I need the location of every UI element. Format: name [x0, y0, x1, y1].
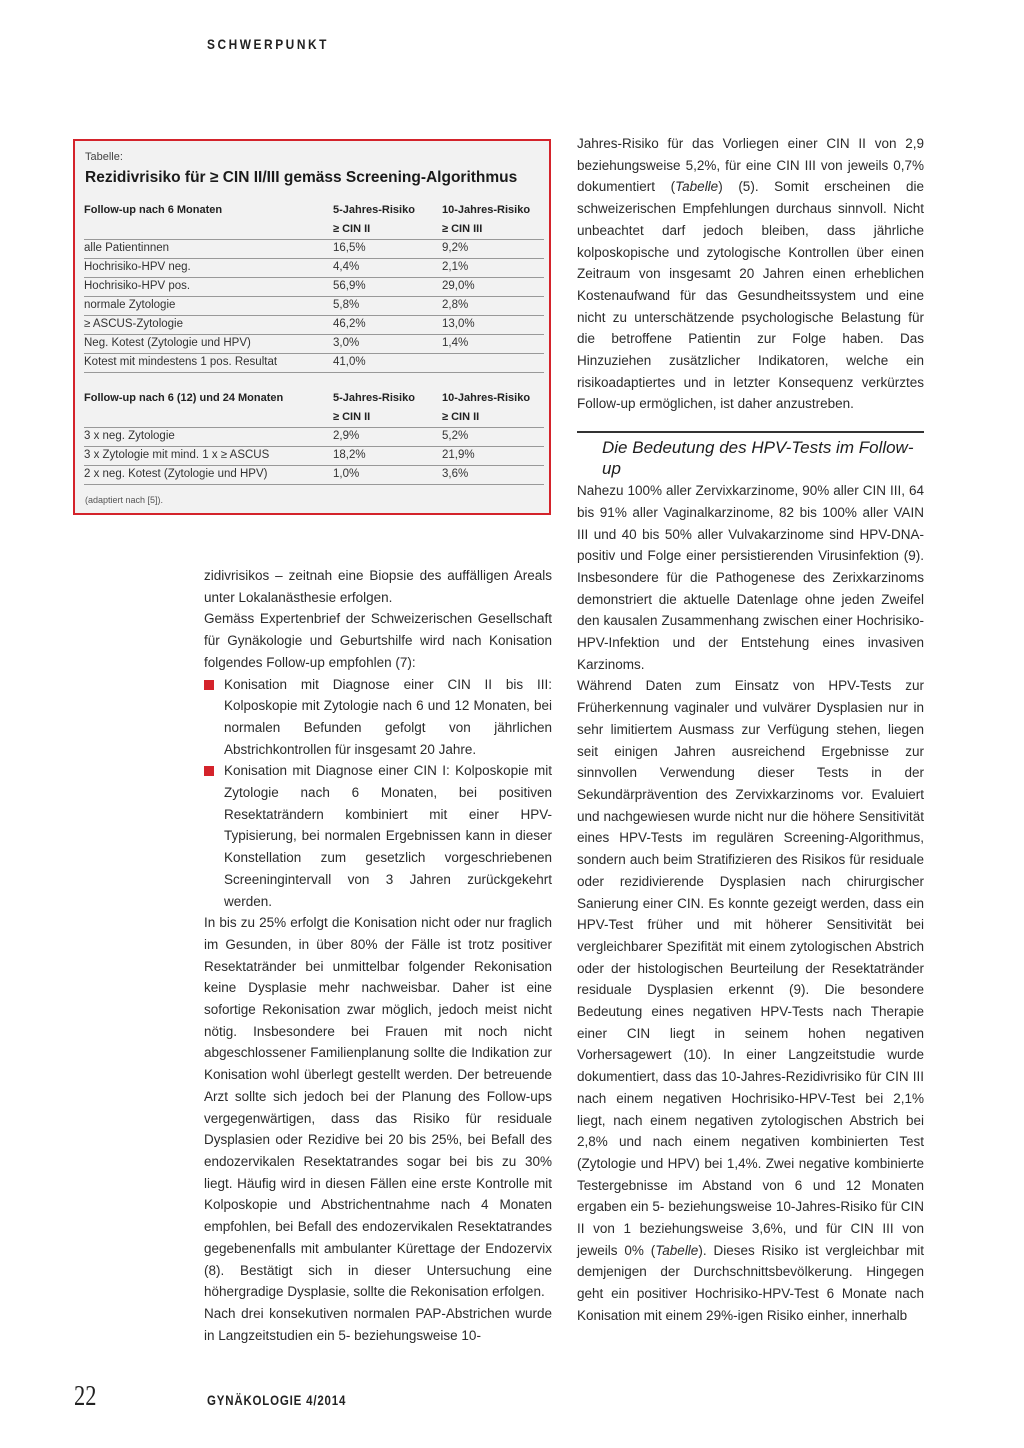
page-number: 22	[74, 1381, 97, 1412]
table-row: 3 x neg. Zytologie 2,9% 5,2%	[84, 427, 544, 447]
paragraph: Nahezu 100% aller Zervixkarzinome, 90% aller CIN III, 64 bis 91% aller Vaginalkarzinome, 82 bis 100% aller VAIN III und 40 bis 50% aller Vulvakarzinome sind HPV-DNA-positiv und Folge einer persistierenden Virusinfektion (9). Insbesondere für die Pathogenese des Zerixkarzinoms demonstriert die aktuelle Datenlage ohne jeden Zweifel den kausalen Zusammenhang zwischen einer Hochrisiko-HPV-Infektion und der Entstehung eines invasiven Karzinoms.	[577, 483, 924, 672]
table-subheader-row: ≥ CIN II ≥ CIN III	[84, 220, 544, 240]
table-row: Hochrisiko-HPV neg. 4,4% 2,1%	[84, 258, 544, 278]
section-rule	[577, 431, 924, 433]
table-header-row: Follow-up nach 6 (12) und 24 Monaten 5-Jahres-Risiko 10-Jahres-Risiko	[84, 392, 531, 404]
bullet-square-icon	[204, 680, 214, 690]
paragraph: Gemäss Expertenbrief der Schweizerischen Gesellschaft für Gynäkologie und Geburtshilfe wird nach Konisation folgendes Follow-up empfohlen (7):	[204, 611, 552, 670]
table-row: alle Patientinnen 16,5% 9,2%	[84, 239, 544, 259]
table-row: Hochrisiko-HPV pos. 56,9% 29,0%	[84, 277, 544, 297]
journal-footer: GYNÄKOLOGIE 4/2014	[207, 1392, 347, 1408]
table-row: ≥ ASCUS-Zytologie 46,2% 13,0%	[84, 315, 544, 335]
risk-table	[73, 139, 551, 515]
table-header-row: Follow-up nach 6 Monaten 5-Jahres-Risiko 10-Jahres-Risiko	[84, 204, 531, 216]
table-row: Neg. Kotest (Zytologie und HPV) 3,0% 1,4%	[84, 334, 544, 354]
bullet-item: Konisation mit Diagnose einer CIN I: Kolposkopie mit Zytologie nach 6 Monaten, bei positiven Resektaträndern kombiniert mit einer HPV-Typisierung, bei normalen Ergebnissen kann in dieser Konstellation zum gesetzlich vorgeschriebenen Screeningintervall von 3 Jahren zurückgekehrt werden.	[204, 760, 552, 912]
bullet-square-icon	[204, 766, 214, 776]
table-row: 2 x neg. Kotest (Zytologie und HPV) 1,0% 3,6%	[84, 465, 544, 485]
table-label: Tabelle:	[85, 151, 123, 163]
paragraph: Nach drei konsekutiven normalen PAP-Abstrichen wurde in Langzeitstudien ein 5- beziehungsweise 10-	[204, 1305, 552, 1343]
section-heading: Die Bedeutung des HPV-Tests im Follow-up	[602, 438, 914, 479]
bullet-item: Konisation mit Diagnose einer CIN II bis III: Kolposkopie mit Zytologie nach 6 und 12 Monaten, bei normalen Befunden gefolgt von jährlichen Abstrichkontrollen für insgesamt 20 Jahre.	[204, 674, 552, 761]
table-note: (adaptiert nach [5]).	[85, 495, 164, 505]
table-row: normale Zytologie 5,8% 2,8%	[84, 296, 544, 316]
paragraph: Während Daten zum Einsatz von HPV-Tests zur Früherkennung vaginaler und vulvärer Dysplasien nur in sehr limitiertem Ausmass zur Verfügung stehen, liegen seit einigen Jahren ausreichend Ergebnisse zur sinnvollen Verwendung dieser Tests in der Sekundärprävention des Zervixkarzinoms vor. Evaluiert und nachgewiesen wurde nicht nur die höhere Sensitivität eines HPV-Tests im regulären Screening-Algorithmus, sondern auch beim Stratifizieren des Risikos für residuale oder rezidivierende Dysplasien nach chirurgischer Sanierung einer CIN. Es konnte gezeigt werden, dass ein HPV-Test früher und mit höherer Sensitivität bei vergleichbarer Spezifität mit einem zytologischen Abstrich oder der histologischen Beurteilung der Resektatränder residuale Dysplasien erkennt (9). Die besondere Bedeutung eines negativen HPV-Tests nach Therapie einer CIN liegt in seinem hohen negativen Vorhersagewert (10). In einer Langzeitstudie wurde dokumentiert, dass das 10-Jahres-Rezidivrisiko für CIN III nach einem negativen Hochrisiko-HPV-Test bei 2,1% liegt, nach einem negativen zytologischen Abstrich bei 2,8% und nach einem negativen kombinierten Test (Zytologie und HPV) bei 1,4%. Zwei negative kombinierte Testergebnisse im Abstand von 6 und 12 Monaten ergaben ein 5- beziehungsweise 10-Jahres-Risiko für CIN II von 1 beziehungsweise 3,6%, und für CIN III von jeweils 0% (Tabelle). Dieses Risiko ist vergleichbar mit demjenigen der Durchschnittsbevölkerung. Hingegen geht ein positiver Hochrisiko-HPV-Test 6 Monate nach Konisation mit einem 29%-igen Risiko einher, innerhalb	[577, 678, 924, 1323]
paragraph: Jahres-Risiko für das Vorliegen einer CIN II von 2,9 beziehungsweise 5,2%, für eine CIN III von jeweils 0,7% dokumentiert (Tabelle) (5). Somit erscheinen die schweizerischen Empfehlungen durchaus sinnvoll. Nicht unbeachtet darf jedoch bleiben, dass jährliche kolposkopische und zytologische Kontrollen über einen Zeitraum von insgesamt 20 Jahren einen erheblichen Kostenaufwand für das Gesundheitssystem und eine nicht zu unterschätzende psychologische Belastung für die betroffene Patientin zur Folge haben. Das Hinzuziehen zusätzlicher Indikatoren, welche ein risikoadaptiertes und in letzter Konsequenz verkürztes Follow-up ermöglichen, ist daher anzustreben.	[577, 136, 924, 412]
table-row: 3 x Zytologie mit mind. 1 x ≥ ASCUS 18,2% 21,9%	[84, 446, 544, 466]
table-subheader-row: ≥ CIN II ≥ CIN II	[84, 408, 544, 428]
table-title: Rezidivrisiko für ≥ CIN II/III gemäss Screening-Algorithmus	[85, 169, 518, 186]
paragraph: In bis zu 25% erfolgt die Konisation nicht oder nur fraglich im Gesunden, in über 80% der Fälle ist trotz positiver Resektatränder bei unmittelbar folgender Rekonisation keine Dysplasie mehr nachweisbar. Daher ist eine sofortige Rekonisation zwar möglich, jedoch meist nicht nötig. Insbesondere bei Frauen mit noch nicht abgeschlossener Familienplanung sollte die Indikation zur Konisation wohl überlegt gestellt werden. Der betreuende Arzt sollte sich jedoch bei der Planung des Follow-ups vergegenwärtigen, dass das Risiko für residuale Dysplasien oder Rezidive bei 20 bis 25%, bei Befall des endozervikalen Resektatrandes sogar bei bis zu 30% liegt. Häufig wird in diesen Fällen eine erste Kontrolle mit Kolposkopie und Abstrichentnahme nach 4 Monaten empfohlen, bei Befall des endozervikalen Resektatrandes gegebenenfalls mit ambulanter Kürettage der Endozervix (8). Bestätigt sich in dieser Untersuchung eine höhergradige Dysplasie, sollte die Rekonisation erfolgen.	[204, 915, 552, 1300]
section-header: SCHWERPUNKT	[207, 36, 329, 52]
paragraph: zidivrisikos – zeitnah eine Biopsie des auffälligen Areals unter Lokalanästhesie erfolgen.	[204, 568, 552, 605]
table-row: Kotest mit mindestens 1 pos. Resultat 41,0%	[84, 353, 544, 373]
right-column	[577, 133, 924, 1327]
left-column	[204, 565, 552, 1346]
